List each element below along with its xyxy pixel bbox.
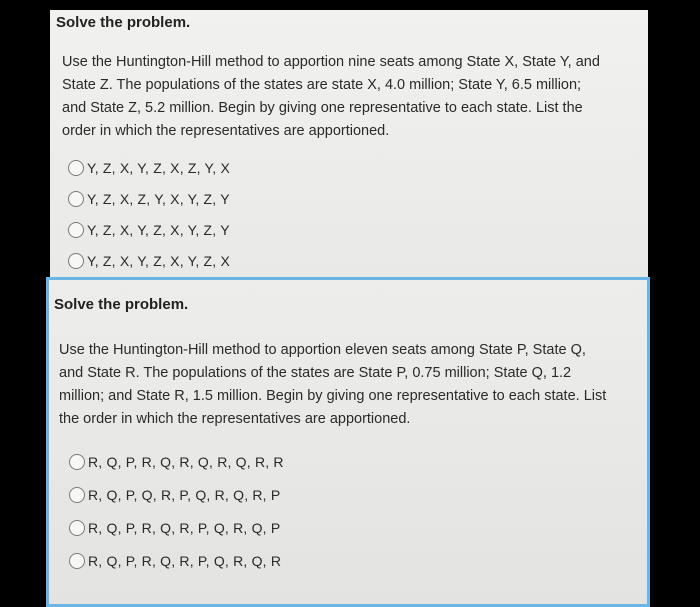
answer-options bbox=[68, 152, 230, 276]
answer-label: Y, Z, X, Y, Z, X, Z, Y, X bbox=[87, 159, 230, 176]
answer-label: R, Q, P, R, Q, R, Q, R, Q, R, R bbox=[88, 453, 284, 470]
question-card-1 bbox=[50, 10, 648, 278]
answer-option-d[interactable] bbox=[69, 544, 284, 577]
answer-label: Y, Z, X, Y, Z, X, Y, Z, Y bbox=[87, 221, 230, 238]
question-heading: Solve the problem. bbox=[56, 14, 191, 31]
answer-option-b[interactable] bbox=[68, 183, 230, 214]
radio-button[interactable] bbox=[69, 520, 85, 536]
problem-line: State Z. The populations of the states are state X, 4.0 million; State Y, 6.5 million; bbox=[62, 77, 582, 93]
problem-line: and State R. The populations of the states are State P, 0.75 million; State Q, 1.2 bbox=[59, 365, 572, 381]
radio-button[interactable] bbox=[69, 553, 85, 569]
problem-text bbox=[62, 51, 600, 143]
answer-label: Y, Z, X, Z, Y, X, Y, Z, Y bbox=[87, 190, 230, 207]
question-card-2 bbox=[46, 277, 650, 607]
problem-line: Use the Huntington-Hill method to apportion nine seats among State X, State Y, and bbox=[62, 54, 600, 70]
problem-line: and State Z, 5.2 million. Begin by giving one representative to each state. List the bbox=[62, 100, 583, 116]
problem-line: order in which the representatives are apportioned. bbox=[62, 123, 390, 139]
question-heading: Solve the problem. bbox=[54, 296, 189, 313]
answer-option-a[interactable] bbox=[68, 152, 230, 183]
problem-line: Use the Huntington-Hill method to apportion eleven seats among State P, State Q, bbox=[59, 342, 586, 358]
answer-option-c[interactable] bbox=[68, 214, 230, 245]
problem-line: million; and State R, 1.5 million. Begin by giving one representative to each state. List bbox=[59, 388, 607, 404]
radio-button[interactable] bbox=[68, 160, 84, 176]
answer-option-b[interactable] bbox=[69, 478, 284, 511]
radio-button[interactable] bbox=[68, 222, 84, 238]
radio-button[interactable] bbox=[69, 487, 85, 503]
answer-label: R, Q, P, R, Q, R, P, Q, R, Q, P bbox=[88, 519, 281, 536]
answer-option-a[interactable] bbox=[69, 445, 284, 478]
problem-line: the order in which the representatives are apportioned. bbox=[59, 411, 411, 427]
answer-label: R, Q, P, R, Q, R, P, Q, R, Q, R bbox=[88, 552, 282, 569]
answer-label: R, Q, P, Q, R, P, Q, R, Q, R, P bbox=[88, 486, 281, 503]
radio-button[interactable] bbox=[68, 253, 84, 269]
radio-button[interactable] bbox=[69, 454, 85, 470]
radio-button[interactable] bbox=[68, 191, 84, 207]
answer-label: Y, Z, X, Y, Z, X, Y, Z, X bbox=[87, 252, 230, 269]
answer-option-c[interactable] bbox=[69, 511, 284, 544]
answer-options bbox=[69, 445, 284, 577]
answer-option-d[interactable] bbox=[68, 245, 230, 276]
problem-text bbox=[59, 339, 606, 431]
